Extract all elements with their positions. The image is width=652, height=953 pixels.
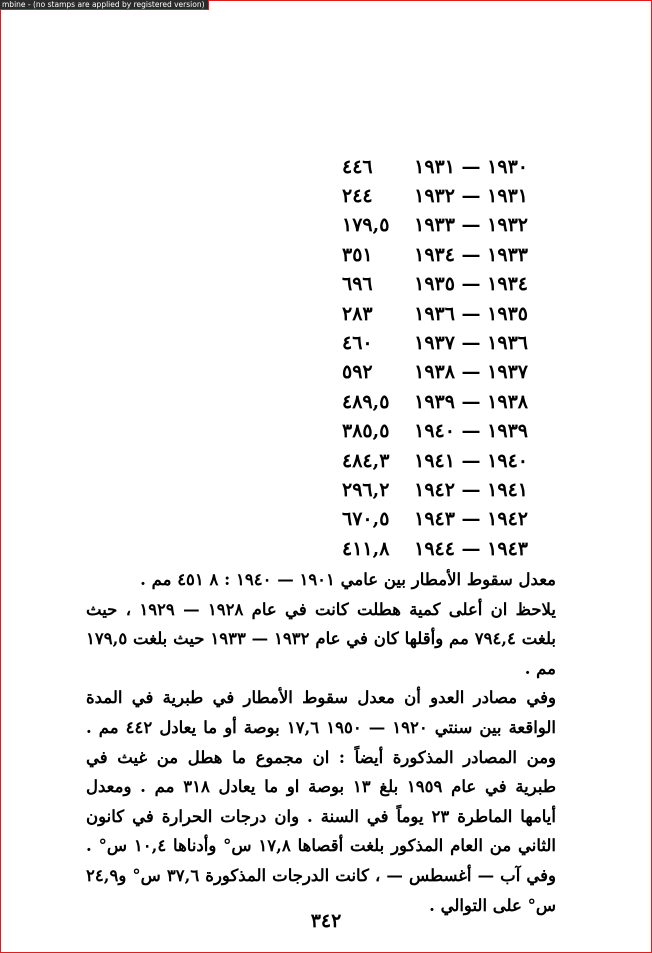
year-range: ١٩٤٣ — ١٩٤٤ xyxy=(414,537,528,560)
table-row xyxy=(338,270,528,299)
rainfall-value: ٥٩٢ xyxy=(342,361,373,384)
year-range: ١٩٣٣ — ١٩٣٤ xyxy=(414,243,528,266)
rainfall-value: ٤٦٠ xyxy=(342,332,373,355)
year-range: ١٩٤١ — ١٩٤٢ xyxy=(414,478,528,501)
page-number: ٣٤٢ xyxy=(310,910,342,932)
table-row xyxy=(338,299,528,328)
rainfall-value: ٣٨٥,٥ xyxy=(342,420,390,443)
table-row xyxy=(338,211,528,240)
table-row xyxy=(338,505,528,534)
table-row xyxy=(338,240,528,269)
rainfall-value: ٤٤٦ xyxy=(342,155,373,178)
rainfall-value: ٤١١,٨ xyxy=(342,537,390,560)
table-row xyxy=(338,328,528,357)
year-range: ١٩٣٨ — ١٩٣٩ xyxy=(414,390,528,413)
year-range: ١٩٤٢ — ١٩٤٣ xyxy=(414,508,528,531)
paragraph-sources: وفي مصادر العدو أن معدل سقوط الأمطار في طبرية في المدة الواقعة بين سنتي ١٩٢٠ — ١٩٥٠ ١٧,٦ بوصة أو ما يعادل ٤٤٢ مم . ومن المصادر المذكورة أيضاً : ان مجموع ما هطل من غيث في طبرية في عام ١٩٥٩ بلغ ١٣ بوصة او ما يعادل ٣١٨ مم . ومعدل أيامها الماطرة ٢٣ يوماً في السنة . وان درجات الحرارة في كانون الثاني من العام المذكور بلغت أقصاها ١٧,٨ س° وأدناها ١٠,٤ س° . وفي آب — أغسطس — ، كانت الدرجات المذكورة ٣٧,٦ س° و٢٤,٩ س° على التوالي . xyxy=(86,688,557,915)
rainfall-value: ٤٨٩,٥ xyxy=(342,390,390,413)
watermark-banner: mbine - (no stamps are applied by registered version) xyxy=(0,0,209,10)
rainfall-value: ٦٧٠,٥ xyxy=(342,508,390,531)
year-range: ١٩٣٦ — ١٩٣٧ xyxy=(414,332,528,355)
table-row xyxy=(338,417,528,446)
table-row xyxy=(338,446,528,475)
year-range: ١٩٣٥ — ١٩٣٦ xyxy=(414,302,528,325)
rainfall-value: ١٧٩,٥ xyxy=(342,214,390,237)
paragraph-extremes: يلاحظ ان أعلى كمية هطلت كانت في عام ١٩٢٨ — ١٩٢٩ ، حيث بلغت ٧٩٤,٤ مم وأقلها كان في عام ١٩٣٢ — ١٩٣٣ حيث بلغت ١٧٩,٥ مم . xyxy=(86,599,556,678)
table-row xyxy=(338,152,528,181)
rainfall-value: ٢٨٣ xyxy=(342,302,373,325)
rainfall-value: ٢٩٦,٢ xyxy=(342,478,390,501)
table-row xyxy=(338,181,528,210)
body-text xyxy=(86,565,556,920)
rainfall-table xyxy=(338,152,528,563)
year-range: ١٩٣٧ — ١٩٣٨ xyxy=(414,361,528,384)
table-row xyxy=(338,475,528,504)
year-range: ١٩٣١ — ١٩٣٢ xyxy=(414,185,528,208)
rainfall-value: ٦٩٦ xyxy=(342,273,373,296)
table-row xyxy=(338,534,528,563)
table-row xyxy=(338,387,528,416)
paragraph-average: معدل سقوط الأمطار بين عامي ١٩٠١ — ١٩٤٠ : ٨ ٤٥١ مم . xyxy=(140,570,556,589)
year-range: ١٩٣٩ — ١٩٤٠ xyxy=(414,420,528,443)
year-range: ١٩٣٠ — ١٩٣١ xyxy=(414,155,528,178)
table-row xyxy=(338,358,528,387)
rainfall-value: ٣٥١ xyxy=(342,243,373,266)
year-range: ١٩٣٢ — ١٩٣٣ xyxy=(414,214,528,237)
year-range: ١٩٣٤ — ١٩٣٥ xyxy=(414,273,528,296)
rainfall-value: ٢٤٤ xyxy=(342,185,373,208)
rainfall-value: ٤٨٤,٣ xyxy=(342,449,390,472)
year-range: ١٩٤٠ — ١٩٤١ xyxy=(414,449,528,472)
